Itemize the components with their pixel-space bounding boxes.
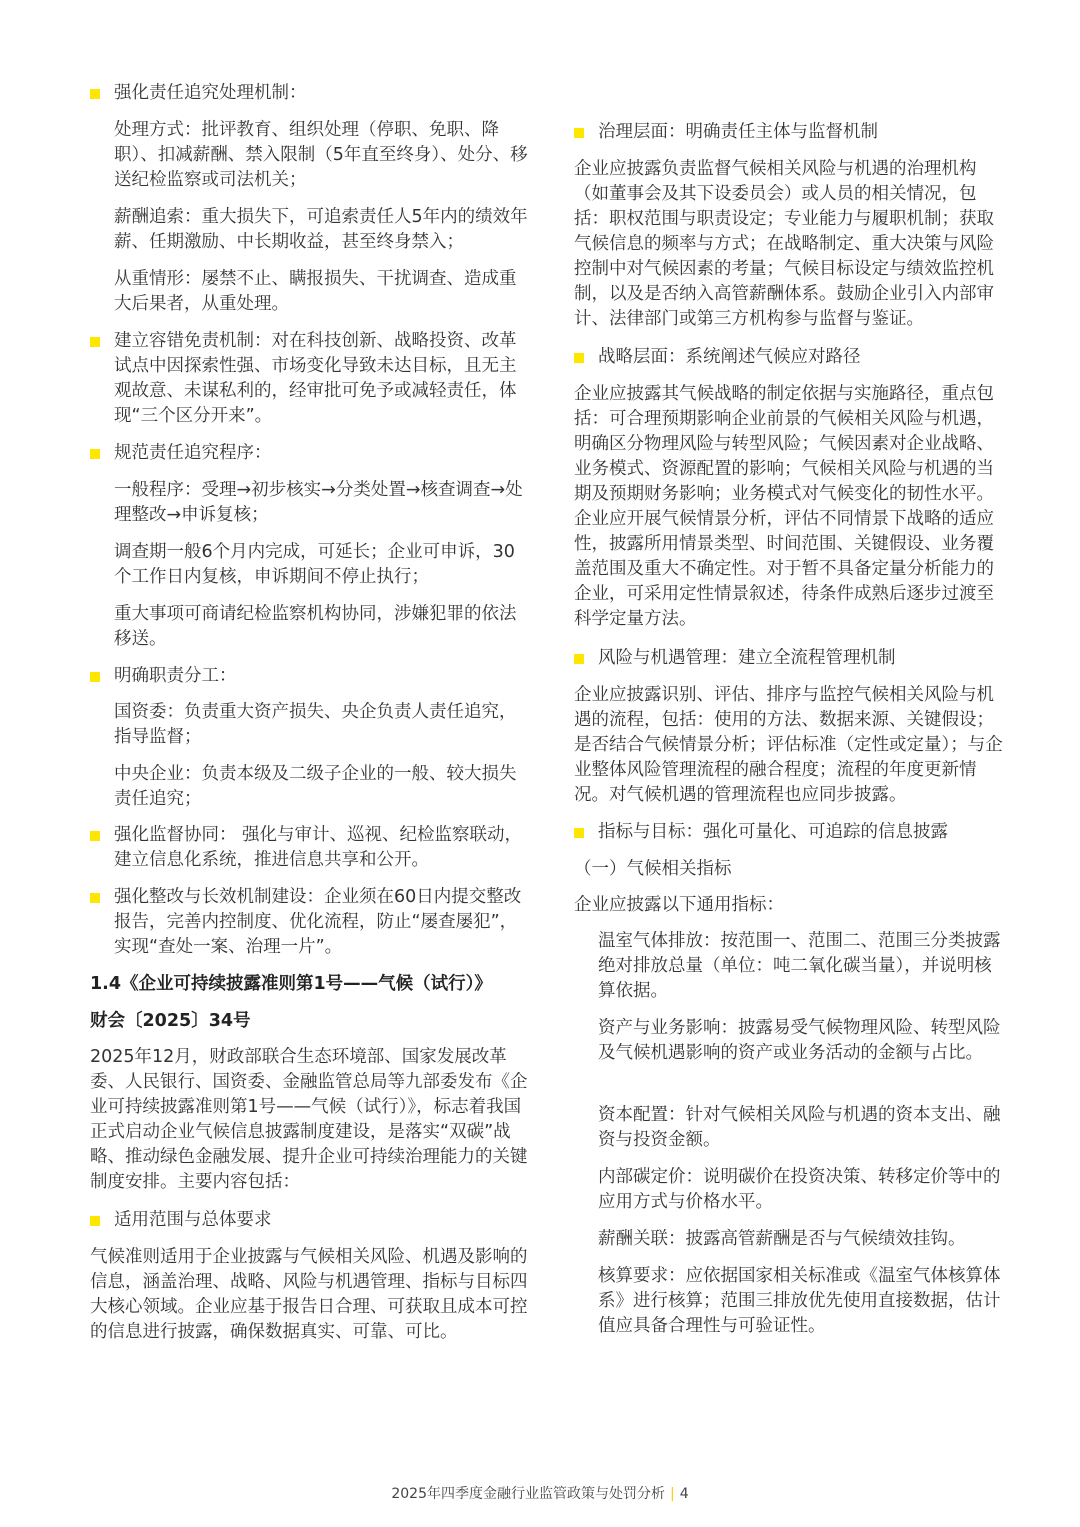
bullet-responsibilities: 明确职责分工：	[90, 664, 530, 689]
bullet-accountability: 强化责任追究处理机制：	[90, 81, 530, 106]
sub-major-matters: 重大事项可商请纪检监察机构协同，涉嫌犯罪的依法移送。	[114, 604, 517, 649]
risk-paragraph: 企业应披露识别、评估、排序与监控气候相关风险与机遇的流程，包括：使用的方法、数据来源、关键假设；是否结合气候情景分析；评估标准（定性或定量）；与企业整体风险管理流程的融合程度；流程的年度更新情况。对气候机遇的管理流程也应同步披露。	[574, 685, 1003, 805]
sub-pay-clawback: 薪酬追索：重大损失下，可追索责任人5年内的绩效年薪、任期激励、中长期收益，甚至终身禁入；	[114, 207, 528, 252]
page-footer	[0, 1484, 1080, 1504]
sub-investigation-period: 调查期一般6个月内完成，可延长；企业可申诉，30个工作日内复核，申诉期间不停止执行；	[114, 542, 515, 587]
strategy-paragraph: 企业应披露其气候战略的制定依据与实施路径，重点包括：可合理预期影响企业前景的气候相关风险与机遇，明确区分物理风险与转型风险；气候因素对企业战略、业务模式、资源配置的影响；气候相关风险与机遇的当期及预期财务影响；业务模式对气候变化的韧性水平。企业应开展气候情景分析，评估不同情景下战略的适应性，披露所用情景类型、时间范围、关键假设、业务覆盖范围及重大不确定性。对于暂不具备定量分析能力的企业，可采用定性情景叙述，待条件成熟后逐步过渡至科学定量方法。	[574, 384, 994, 629]
sub-punishment-methods: 处理方式：批评教育、组织处理（停职、免职、降职）、扣减薪酬、禁入限制（5年直至终身）、处分、移送纪检监察或司法机关；	[114, 120, 528, 190]
page-number: 4	[679, 1486, 689, 1502]
metric-asset-impact: 资产与业务影响：披露易受气候物理风险、转型风险及气候机遇影响的资产或业务活动的金额与占比。	[598, 1018, 1001, 1063]
bullet-procedure: 规范责任追究程序：	[90, 441, 530, 466]
bullet-governance: 治理层面：明确责任主体与监督机制	[574, 120, 1008, 145]
metric-carbon-pricing: 内部碳定价：说明碳价在投资决策、转移定价等中的应用方式与价格水平。	[598, 1167, 1001, 1212]
sub-aggravating: 从重情形：屡禁不止、瞒报损失、干扰调查、造成重大后果者，从重处理。	[114, 269, 517, 314]
general-metrics-intro: 企业应披露以下通用指标：	[574, 895, 784, 915]
bullet-risk-management: 风险与机遇管理：建立全流程管理机制	[574, 646, 1008, 671]
scope-paragraph: 气候准则适用于企业披露与气候相关风险、机遇及影响的信息，涵盖治理、战略、风险与机遇管理、指标与目标四大核心领域。企业应基于报告日合理、可获取且成本可控的信息进行披露，确保数据真实、可靠、可比。	[90, 1247, 528, 1342]
governance-paragraph: 企业应披露负责监督气候相关风险与机遇的治理机构（如董事会及其下设委员会）或人员的相关情况，包括：职权范围与职责设定；专业能力与履职机制；获取气候信息的频率与方式；在战略制定、重大决策与风险控制中对气候因素的考量；气候目标设定与绩效监控机制，以及是否纳入高管薪酬体系。鼓励企业引入内部审计、法律部门或第三方机构参与监督与鉴证。	[574, 159, 994, 329]
bullet-scope: 适用范围与总体要求	[90, 1208, 530, 1233]
bullet-rectification: 强化整改与长效机制建设：企业须在60日内提交整改报告，完善内控制度、优化流程，防止“屡查屡犯”，实现“查处一案、治理一片”。	[90, 885, 530, 960]
metric-accounting: 核算要求：应依据国家相关标准或《温室气体核算体系》进行核算；范围三排放优先使用直接数据，估计值应具备合理性与可验证性。	[598, 1266, 1001, 1336]
sub-heading-climate-metrics: （一）气候相关指标	[574, 859, 732, 879]
section-heading: 1.4《企业可持续披露准则第1号——气候（试行）》	[90, 974, 492, 994]
intro-paragraph: 2025年12月，财政部联合生态环境部、国家发展改革委、人民银行、国资委、金融监管总局等九部委发布《企业可持续披露准则第1号——气候（试行）》，标志着我国正式启动企业气候信息披露制度建设，是落实“双碳”战略、推动绿色金融发展、提升企业可持续治理能力的关键制度安排。主要内容包括：	[90, 1047, 528, 1192]
footer-title: 2025年四季度金融行业监管政策与处罚分析	[391, 1486, 665, 1502]
bullet-metrics: 指标与目标：强化可量化、可追踪的信息披露	[574, 820, 1008, 845]
document-number: 财会〔2025〕34号	[90, 1011, 251, 1031]
bullet-fault-tolerance: 建立容错免责机制：对在科技创新、战略投资、改革试点中因探索性强、市场变化导致未达目标，且无主观故意、未谋私利的，经审批可免予或减轻责任，体现“三个区分开来”。	[90, 329, 530, 429]
metric-compensation: 薪酬关联：披露高管薪酬是否与气候绩效挂钩。	[598, 1229, 966, 1249]
footer-separator: |	[670, 1486, 675, 1502]
sub-central-enterprise: 中央企业：负责本级及二级子企业的一般、较大损失责任追究；	[114, 764, 517, 809]
metric-capital-allocation: 资本配置：针对气候相关风险与机遇的资本支出、融资与投资金额。	[598, 1105, 1001, 1150]
bullet-strategy: 战略层面：系统阐述气候应对路径	[574, 345, 1008, 370]
metric-ghg-emissions: 温室气体排放：按范围一、范围二、范围三分类披露绝对排放总量（单位：吨二氧化碳当量），并说明核算依据。	[598, 931, 1001, 1001]
sub-sasac: 国资委：负责重大资产损失、央企负责人责任追究，指导监督；	[114, 702, 517, 747]
bullet-supervision: 强化监督协同： 强化与审计、巡视、纪检监察联动，建立信息化系统，推进信息共享和公开。	[90, 823, 530, 873]
sub-general-procedure: 一般程序：受理→初步核实→分类处置→核查调查→处理整改→申诉复核；	[114, 480, 523, 525]
